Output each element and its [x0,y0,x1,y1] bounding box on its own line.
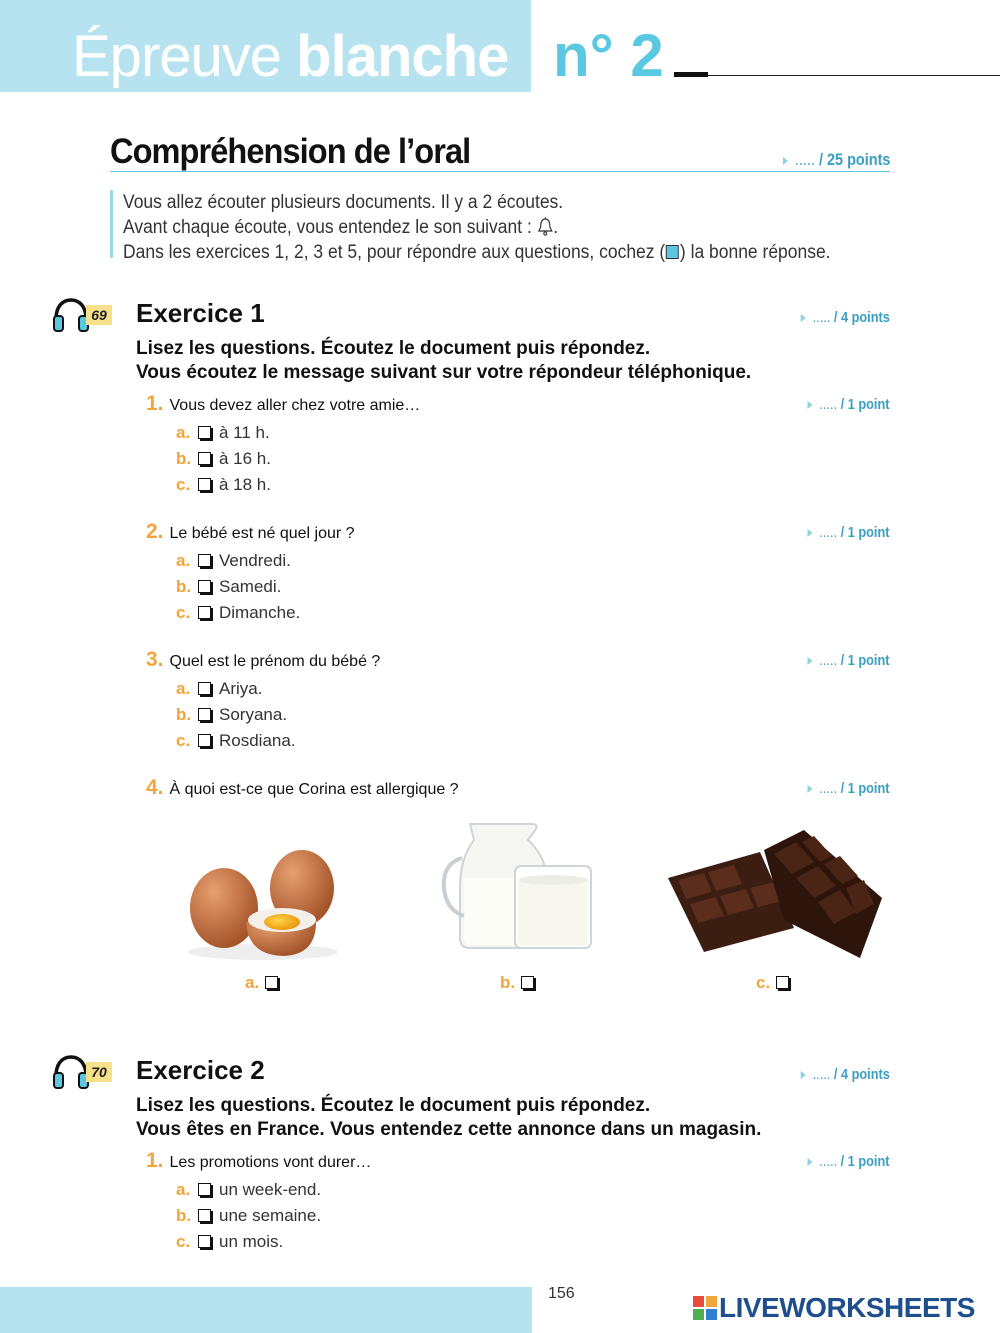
points-total: / 1 point [841,1153,890,1170]
option-letter: b. [176,1206,192,1225]
checked-box-icon [666,245,679,259]
question-text: À quoi est-ce que Corina est allergique ? [169,781,459,798]
points-total: / 4 points [834,1066,890,1083]
points-blank[interactable]: ..... [819,780,838,797]
question-text: Le bébé est né quel jour ? [169,525,355,542]
audio-track-70[interactable] [52,1054,110,1090]
checkbox[interactable] [198,682,211,695]
headphones-icon [52,297,90,333]
arrow-icon [808,785,813,793]
page-number: 156 [548,1285,575,1302]
question-number: 4. [146,776,164,799]
footer-bar [0,1287,540,1333]
instruction-line-1: Lisez les questions. Écoutez le document puis répondez. [136,1095,651,1116]
banner-separator [531,0,540,92]
liveworksheets-icon [693,1296,717,1320]
question-text: Les promotions vont durer… [169,1154,372,1171]
option-text: Rosdiana. [219,731,296,750]
intro-line-2-end: . [553,217,559,238]
option-text: Samedi. [219,577,282,596]
option-b[interactable] [176,449,271,469]
test-number: n° 2 [553,22,664,89]
question-3 [146,648,380,672]
option-text: à 16 h. [219,449,271,468]
option-c[interactable] [176,475,271,495]
arrow-icon [808,1158,813,1166]
option-text: Soryana. [219,705,288,724]
points-total: / 4 points [834,309,890,326]
checkbox[interactable] [198,478,211,491]
title-bold: blanche [296,24,509,89]
option-a[interactable] [176,551,291,571]
brand-text: LIVEWORKSHEETS [719,1292,975,1323]
option-text: un mois. [219,1232,284,1251]
question-2 [146,520,355,544]
bell-icon [537,217,554,237]
liveworksheets-logo[interactable] [693,1292,975,1324]
checkbox[interactable] [198,1209,211,1222]
instruction-line-1: Lisez les questions. Écoutez le document puis répondez. [136,338,651,359]
option-c[interactable] [176,603,300,623]
exercise-1-points [801,309,890,326]
exercise-1-title: Exercice 1 [136,298,265,328]
intro-line-3 [123,240,831,265]
chocolate-image [664,828,886,960]
option-letter: c. [176,731,191,750]
option-text: Dimanche. [219,603,301,622]
arrow-icon [801,1071,806,1079]
instruction-line-2: Vous êtes en France. Vous entendez cette annonce dans un magasin. [136,1119,762,1140]
image-b-label[interactable] [500,973,534,993]
points-blank[interactable]: ..... [819,652,838,669]
arrow-icon [808,529,813,537]
option-letter: b. [500,973,516,992]
checkbox[interactable] [198,452,211,465]
option-letter: c. [176,603,191,622]
exercise-2-instructions [136,1094,761,1142]
option-c[interactable] [176,731,296,751]
question-number: 3. [146,648,164,671]
intro-line-1: Vous allez écouter plusieurs documents. Il y a 2 écoutes. [123,192,564,213]
image-a-label[interactable] [245,973,278,993]
option-letter: c. [176,1232,191,1251]
question-number: 1. [146,1149,164,1172]
section-rule [110,171,890,172]
track-number: 69 [86,305,112,325]
points-total: / 1 point [841,780,890,797]
checkbox[interactable] [265,976,278,989]
question-4 [146,776,459,800]
instruction-line-2: Vous écoutez le message suivant sur votre répondeur téléphonique. [136,362,752,383]
exercise-2-points [801,1066,890,1083]
option-letter: a. [176,679,191,698]
option-a[interactable] [176,679,262,699]
arrow-icon [801,314,806,322]
arrow-icon [783,157,788,165]
question-number: 1. [146,392,164,415]
option-letter: b. [176,577,192,596]
intro-text [123,190,831,265]
points-total: / 25 points [818,150,890,169]
option-text: un week-end. [219,1180,322,1199]
checkbox[interactable] [198,708,211,721]
points-blank[interactable]: ..... [819,524,838,541]
milk-image [440,818,595,953]
points-blank[interactable]: ..... [819,1153,838,1170]
track-number: 70 [86,1062,112,1082]
audio-track-69[interactable] [52,297,110,333]
arrow-icon [808,401,813,409]
checkbox[interactable] [521,976,534,989]
checkbox[interactable] [198,606,211,619]
checkbox[interactable] [198,426,211,439]
points-blank[interactable]: ..... [794,150,815,169]
image-c-label[interactable] [756,973,789,993]
section-points [783,150,890,170]
option-a[interactable] [176,1180,321,1200]
option-text: à 18 h. [219,475,271,494]
header-line [708,75,1000,76]
option-letter: a. [176,423,191,442]
eggs-image [178,840,348,965]
intro-line-2 [123,215,831,240]
question-1 [146,392,420,416]
title-light: Épreuve [72,24,297,89]
question-3-points [808,652,890,669]
checkbox[interactable] [198,1235,211,1248]
option-letter: b. [176,705,192,724]
question-1-points [808,396,890,413]
exercise-2-title: Exercice 2 [136,1055,265,1085]
question-text: Vous devez aller chez votre amie… [169,397,421,414]
checkbox[interactable] [198,554,211,567]
points-blank[interactable]: ..... [819,396,838,413]
option-a[interactable] [176,423,270,443]
option-letter: c. [176,475,191,494]
option-b[interactable] [176,577,281,597]
checkbox[interactable] [198,734,211,747]
checkbox[interactable] [198,1183,211,1196]
option-text: Ariya. [219,679,263,698]
page-title [72,24,508,90]
points-total: / 1 point [841,652,890,669]
header-dash [674,72,708,77]
question-text: Quel est le prénom du bébé ? [169,653,381,670]
question-2-points [808,524,890,541]
question-number: 2. [146,520,164,543]
footer-separator [532,1287,540,1333]
option-b[interactable] [176,705,287,725]
option-b[interactable] [176,1206,321,1226]
exercise-1-instructions [136,337,751,385]
checkbox[interactable] [776,976,789,989]
option-letter: a. [245,973,260,992]
option-text: à 11 h. [219,423,270,442]
option-letter: c. [756,973,771,992]
option-text: une semaine. [219,1206,322,1225]
section-title: Compréhension de l’oral [110,132,471,171]
option-letter: b. [176,449,192,468]
points-total: / 1 point [841,524,890,541]
option-text: Vendredi. [219,551,291,570]
intro-line-3-start: Dans les exercices 1, 2, 3 et 5, pour répondre aux questions, cochez ( [123,242,666,263]
option-letter: a. [176,1180,191,1199]
intro-line-2-text: Avant chaque écoute, vous entendez le son suivant : [123,217,537,238]
intro-line-3-end: ) la bonne réponse. [679,242,831,263]
question-1 [146,1149,371,1173]
checkbox[interactable] [198,580,211,593]
headphones-icon [52,1054,90,1090]
option-letter: a. [176,551,191,570]
arrow-icon [808,657,813,665]
intro-bar [110,190,113,258]
points-blank[interactable]: ..... [812,309,831,326]
points-blank[interactable]: ..... [812,1066,831,1083]
points-total: / 1 point [841,396,890,413]
question-4-points [808,780,890,797]
question-1-points [808,1153,890,1170]
option-c[interactable] [176,1232,283,1252]
